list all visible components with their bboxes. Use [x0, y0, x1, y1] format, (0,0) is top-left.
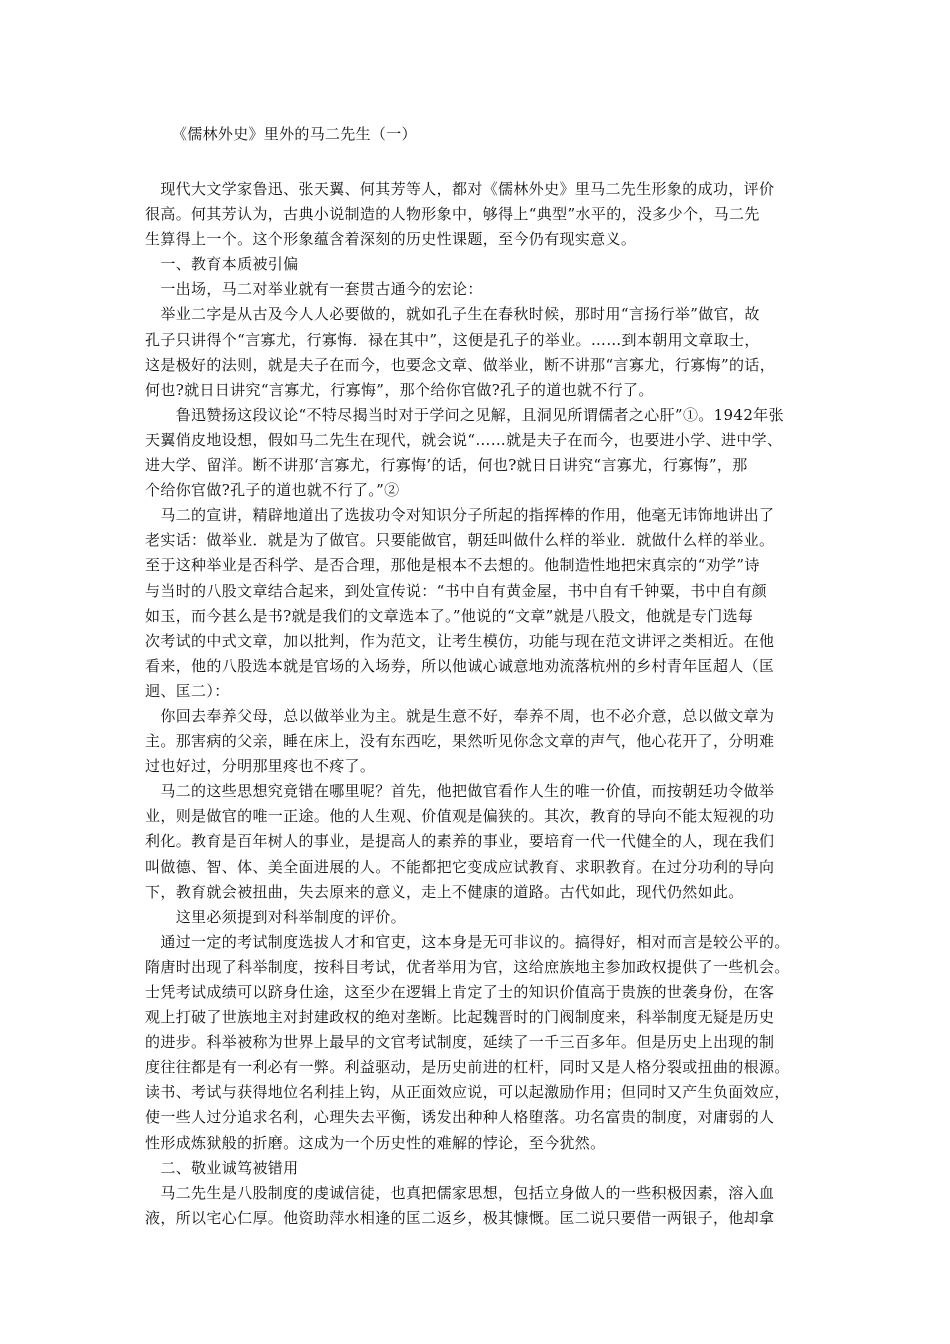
text-line: 使一些人过分追求名利，心理失去平衡，诱发出种种人格堕落。功名富贵的制度，对庸弱的人: [145, 1108, 775, 1127]
text-line: 老实话：做举业．就是为了做官。只要能做官，朝廷叫做什么样的举业．就做什么样的举业。: [145, 531, 775, 550]
text-line: 液，所以宅心仁厚。他资助萍水相逢的匡二返乡，极其慷慨。匡二说只要借一两银子，他却拿: [145, 1208, 775, 1227]
text-line: 度往往都是有一利必有一弊。利益驱动，是历史前进的杠杆，同时又是人格分裂或扭曲的根源。: [145, 1058, 790, 1077]
text-line: 的进步。科举被称为世界上最早的文官考试制度，延续了一千三百多年。但是历史上出现的制: [145, 1033, 775, 1052]
text-line: 观上打破了世族地主对封建政权的绝对垄断。比起魏晋时的门阀制度来，科举制度无疑是历史: [145, 1008, 775, 1027]
text-line: 一、教育本质被引偏: [145, 255, 299, 274]
text-line: 你回去奉养父母，总以做举业为主。就是生意不好，奉养不周，也不必介意，总以做文章为: [145, 706, 775, 725]
text-line: 马二的这些思想究竟错在哪里呢？首先，他把做官看作人生的唯一价值，而按朝廷功令做举: [145, 782, 775, 801]
text-line: 一出场，马二对举业就有一套贯古通今的宏论：: [145, 280, 483, 299]
text-line: 很高。何其芳认为，古典小说制造的人物形象中，够得上“典型”水平的，没多少个，马二先: [145, 205, 760, 224]
text-line: 过也好过，分明那里疼也不疼了。: [145, 757, 376, 776]
text-line: 读书、考试与获得地位名利挂上钩，从正面效应说，可以起激励作用；但同时又产生负面效应，: [145, 1083, 790, 1102]
text-line: 孔子只讲得个“言寡尤，行寡悔．禄在其中”，这便是孔子的举业。……到本朝用文章取士，: [145, 330, 760, 349]
text-line: 性形成炼狱般的折磨。这成为一个历史性的难解的悖论，至今犹然。: [145, 1133, 606, 1152]
text-line: 主。那害病的父亲，睡在床上，没有东西吃，果然听见你念文章的声气，他心花开了，分明难: [145, 732, 775, 751]
text-line: 天翼俏皮地设想，假如马二先生在现代，就会说“……就是夫子在而今，也要进小学、进中学、: [145, 430, 783, 449]
text-line: 与当时的八股文章结合起来，到处宣传说：“书中自有黄金屋，书中自有千钟粟，书中自有颜: [145, 581, 768, 600]
text-line: 看来，他的八股选本就是官场的入场券，所以他诚心诚意地劝流落杭州的乡村青年匡超人（匡: [145, 656, 775, 675]
text-line: 马二的宣讲，精辟地道出了选拔功令对知识分子所起的指挥棒的作用，他毫无讳饰地讲出了: [145, 506, 775, 525]
text-line: 进大学、留洋。断不讲那‘言寡尤，行寡悔’的话，何也?就日日讲究“言寡尤，行寡悔”，那: [145, 456, 748, 475]
text-line: 士凭考试成绩可以跻身仕途，这至少在逻辑上肯定了士的知识价值高于贵族的世袭身份，在客: [145, 983, 775, 1001]
text-line: 二、敬业诚笃被错用: [145, 1158, 299, 1177]
text-line: 举业二字是从古及今人人必要做的，就如孔子生在春秋时候，那时用“言扬行举”做官，故: [145, 305, 760, 324]
text-line: 鲁迅赞扬这段议论“不特尽揭当时对于学问之见解，且洞见所谓儒者之心肝”①。1942年张: [145, 405, 784, 424]
document-title: 《儒林外史》里外的马二先生（一）: [172, 125, 417, 143]
text-line: 业，则是做官的唯一正途。他的人生观、价值观是偏狭的。其次，教育的导向不能太短视的功: [145, 807, 775, 826]
document-body: [145, 177, 805, 1231]
text-line: 利化。教育是百年树人的事业，是提高人的素养的事业，要培育一代一代健全的人，现在我们: [145, 832, 775, 851]
text-line: 隋唐时出现了科举制度，按科目考试，优者举用为官，这给庶族地主参加政权提供了一些机会。: [145, 957, 790, 976]
text-line: 个给你官做?孔子的道也就不行了。”②: [145, 481, 400, 500]
text-line: 迥、匡二）：: [145, 681, 230, 700]
text-line: 何也?就日日讲究“言寡尤，行寡悔”，那个给你官做?孔子的道也就不行了。: [145, 380, 654, 399]
text-line: 这是极好的法则，就是夫子在而今，也要念文章、做举业，断不讲那“言寡尤，行寡悔”的话，: [145, 355, 776, 374]
text-line: 这里必须提到对科举制度的评价。: [145, 907, 406, 926]
text-line: 叫做德、智、体、美全面进展的人。不能都把它变成应试教育、求职教育。在过分功利的导向: [145, 857, 775, 876]
text-line: 马二先生是八股制度的虔诚信徒，也真把儒家思想，包括立身做人的一些积极因素，溶入血: [145, 1183, 775, 1202]
text-line: 如玉，而今甚么是书?就是我们的文章选本了。”他说的“文章”就是八股文，他就是专门选每: [145, 606, 754, 625]
text-line: 至于这种举业是否科学、是否合理，那他是根本不去想的。他制造性地把宋真宗的“劝学”诗: [145, 556, 760, 575]
text-line: 下，教育就会被扭曲，失去原来的意义，走上不健康的道路。古代如此，现代仍然如此。: [145, 882, 744, 901]
text-line: 生算得上一个。这个形象蕴含着深刻的历史性课题，至今仍有现实意义。: [145, 230, 637, 249]
text-line: 现代大文学家鲁迅、张天翼、何其芳等人，都对《儒林外史》里马二先生形象的成功，评价: [145, 180, 775, 198]
text-line: 次考试的中式文章，加以批判，作为范文，让考生模仿，功能与现在范文讲评之类相近。在他: [145, 631, 775, 650]
text-line: 通过一定的考试制度选拔人才和官吏，这本身是无可非议的。搞得好，相对而言是较公平的。: [145, 932, 790, 951]
